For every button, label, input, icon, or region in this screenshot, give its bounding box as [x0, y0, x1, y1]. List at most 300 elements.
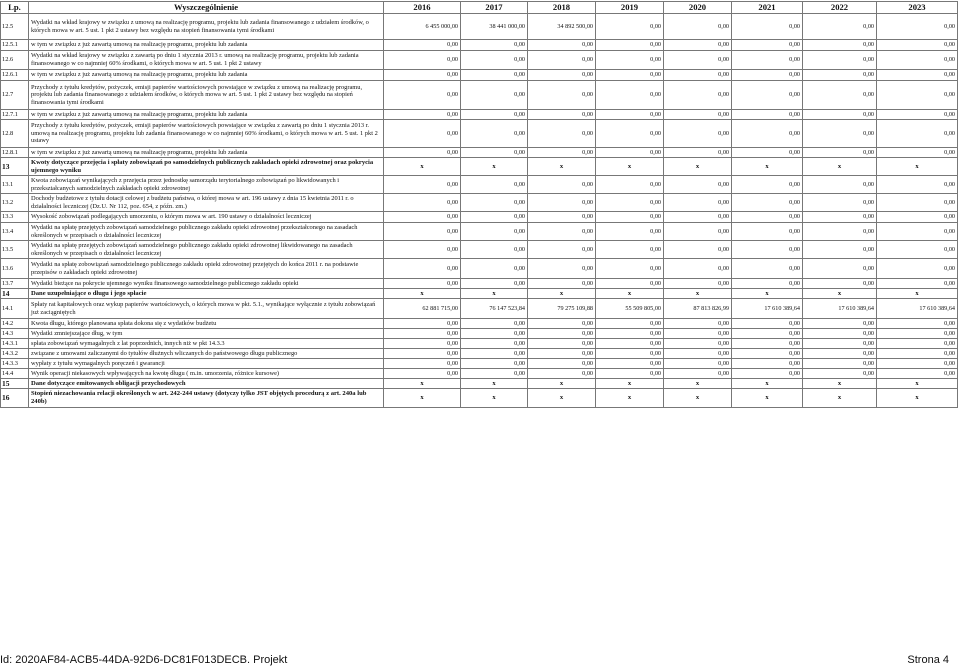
row-value-2017: 0,00 — [461, 51, 528, 70]
row-value-2023: 0,00 — [877, 176, 958, 194]
row-value-2018: 0,00 — [528, 40, 596, 51]
row-value-2016: 0,00 — [384, 120, 461, 148]
row-value-2018: 0,00 — [528, 241, 596, 259]
row-value-2020: 0,00 — [664, 212, 732, 223]
row-description: Wysokość zobowiązań podlegających umorzeniu, o którym mowa w art. 190 ustawy o działalności leczniczej — [29, 212, 384, 223]
row-value-2023: 17 610 389,64 — [877, 299, 958, 319]
row-value-2019: 0,00 — [596, 319, 664, 329]
row-value-2020: 0,00 — [664, 110, 732, 120]
row-value-2019: x — [596, 158, 664, 176]
row-value-2018: 79 275 109,88 — [528, 299, 596, 319]
row-value-2017: 0,00 — [461, 81, 528, 110]
row-description: Wynik operacji niekasowych wpływających na kwotę długu ( m.in. umorzenia, różnice kursowe) — [29, 369, 384, 379]
row-value-2016: x — [384, 289, 461, 299]
row-value-2019: 0,00 — [596, 359, 664, 369]
row-value-2022: x — [803, 379, 877, 389]
row-value-2020: 0,00 — [664, 339, 732, 349]
row-value-2023: 0,00 — [877, 241, 958, 259]
row-description: w tym w związku z już zawartą umową na realizację programu, projektu lub zadania — [29, 40, 384, 51]
row-lp: 14.1 — [1, 299, 29, 319]
table-row — [1, 70, 958, 81]
row-value-2019: 0,00 — [596, 148, 664, 158]
table-row — [1, 120, 958, 148]
row-value-2023: x — [877, 158, 958, 176]
row-value-2018: 0,00 — [528, 279, 596, 289]
row-value-2022: 0,00 — [803, 359, 877, 369]
row-lp: 13.2 — [1, 194, 29, 212]
row-lp: 13.6 — [1, 259, 29, 279]
row-value-2023: 0,00 — [877, 110, 958, 120]
row-value-2021: 0,00 — [732, 212, 803, 223]
row-description: Kwota zobowiązań wynikających z przejęcia przez jednostkę samorządu terytorialnego zobowiązań po likwidowanych i przekształcanych samodzielnych zakładach opieki zdrowotnej — [29, 176, 384, 194]
row-value-2020: 0,00 — [664, 359, 732, 369]
header-year-2016: 2016 — [384, 2, 461, 14]
table-row — [1, 299, 958, 319]
row-value-2021: 0,00 — [732, 148, 803, 158]
row-description: Wydatki bieżące na pokrycie ujemnego wyniku finansowego samodzielnego publicznego zakładu opieki — [29, 279, 384, 289]
row-value-2021: 0,00 — [732, 279, 803, 289]
row-lp: 14.3.3 — [1, 359, 29, 369]
row-description: Stopień niezachowania relacji określonych w art. 242-244 ustawy (dotyczy tylko JST objętych procedurą z art. 240a lub 240b) — [29, 389, 384, 408]
row-value-2018: 0,00 — [528, 329, 596, 339]
row-value-2016: 0,00 — [384, 51, 461, 70]
row-description: Wydatki na wkład krajowy w związku z zawartą po dniu 1 stycznia 2013 r. umową na realizację programu, projektu lub zadania finansowanego w co najmniej 60% środkami, o których mowa w art. 5 ust. 1 pkt 2 ustawy — [29, 51, 384, 70]
row-lp: 15 — [1, 379, 29, 389]
row-lp: 12.5.1 — [1, 40, 29, 51]
row-value-2022: 0,00 — [803, 223, 877, 241]
row-lp: 13 — [1, 158, 29, 176]
row-value-2021: 0,00 — [732, 339, 803, 349]
row-description: Dane dotyczące emitowanych obligacji przychodowych — [29, 379, 384, 389]
row-value-2022: 0,00 — [803, 349, 877, 359]
row-value-2023: 0,00 — [877, 259, 958, 279]
row-value-2017: x — [461, 158, 528, 176]
row-value-2023: 0,00 — [877, 120, 958, 148]
row-value-2019: 55 509 805,00 — [596, 299, 664, 319]
row-value-2020: 0,00 — [664, 279, 732, 289]
row-value-2016: 6 455 000,00 — [384, 14, 461, 40]
row-value-2018: 0,00 — [528, 212, 596, 223]
row-value-2022: 0,00 — [803, 70, 877, 81]
row-value-2016: x — [384, 158, 461, 176]
row-lp: 13.3 — [1, 212, 29, 223]
row-description: w tym w związku z już zawartą umową na realizację programu, projektu lub zadania — [29, 70, 384, 81]
row-value-2018: 0,00 — [528, 176, 596, 194]
row-value-2019: 0,00 — [596, 176, 664, 194]
row-value-2017: 0,00 — [461, 40, 528, 51]
header-year-2020: 2020 — [664, 2, 732, 14]
row-value-2018: 0,00 — [528, 359, 596, 369]
row-value-2016: 62 881 715,00 — [384, 299, 461, 319]
row-value-2023: x — [877, 389, 958, 408]
table-row — [1, 289, 958, 299]
header-description: Wyszczególnienie — [29, 2, 384, 14]
row-value-2016: 0,00 — [384, 110, 461, 120]
row-value-2021: 0,00 — [732, 359, 803, 369]
row-value-2019: x — [596, 379, 664, 389]
row-value-2021: 0,00 — [732, 120, 803, 148]
table-row — [1, 81, 958, 110]
row-value-2017: 38 441 000,00 — [461, 14, 528, 40]
row-value-2018: 0,00 — [528, 259, 596, 279]
row-value-2016: 0,00 — [384, 81, 461, 110]
row-value-2022: 0,00 — [803, 369, 877, 379]
row-value-2016: 0,00 — [384, 369, 461, 379]
row-value-2020: 0,00 — [664, 259, 732, 279]
row-value-2017: 76 147 523,84 — [461, 299, 528, 319]
row-value-2023: 0,00 — [877, 148, 958, 158]
row-value-2021: 0,00 — [732, 223, 803, 241]
row-value-2020: 0,00 — [664, 349, 732, 359]
row-value-2022: x — [803, 289, 877, 299]
row-value-2022: 17 610 389,64 — [803, 299, 877, 319]
row-value-2020: 0,00 — [664, 176, 732, 194]
row-value-2017: 0,00 — [461, 319, 528, 329]
row-value-2023: 0,00 — [877, 223, 958, 241]
table-row — [1, 148, 958, 158]
row-description: w tym w związku z już zawartą umową na realizację programu, projektu lub zadania — [29, 110, 384, 120]
row-value-2018: x — [528, 158, 596, 176]
row-description: Wydatki na wkład krajowy w związku z umową na realizację programu, projektu lub zadania finansowanego z udziałem środków, o których mowa w art. 5 ust. 1 pkt 2 ustawy bez względu na stopień finansowania tymi środkami — [29, 14, 384, 40]
row-value-2018: 0,00 — [528, 81, 596, 110]
row-value-2018: 0,00 — [528, 194, 596, 212]
row-value-2022: 0,00 — [803, 279, 877, 289]
row-lp: 12.6.1 — [1, 70, 29, 81]
row-value-2017: 0,00 — [461, 339, 528, 349]
row-value-2018: 0,00 — [528, 223, 596, 241]
row-value-2021: 0,00 — [732, 14, 803, 40]
row-description: Spłaty rat kapitałowych oraz wykup papierów wartościowych, o których mowa w pkt. 5.1., wynikające wyłącznie z tytułu zobowiązań już zaciągniętych — [29, 299, 384, 319]
row-value-2019: 0,00 — [596, 70, 664, 81]
table-row — [1, 223, 958, 241]
row-value-2022: x — [803, 389, 877, 408]
row-lp: 12.8.1 — [1, 148, 29, 158]
row-value-2018: 34 892 500,00 — [528, 14, 596, 40]
header-lp: Lp. — [1, 2, 29, 14]
row-value-2020: 0,00 — [664, 51, 732, 70]
row-value-2021: 0,00 — [732, 329, 803, 339]
row-value-2018: 0,00 — [528, 349, 596, 359]
row-value-2019: 0,00 — [596, 369, 664, 379]
table-row — [1, 349, 958, 359]
header-year-2023: 2023 — [877, 2, 958, 14]
row-value-2021: 0,00 — [732, 349, 803, 359]
row-value-2019: 0,00 — [596, 40, 664, 51]
row-value-2021: 0,00 — [732, 176, 803, 194]
row-value-2022: 0,00 — [803, 176, 877, 194]
row-lp: 12.7.1 — [1, 110, 29, 120]
row-value-2020: 0,00 — [664, 329, 732, 339]
row-value-2019: 0,00 — [596, 212, 664, 223]
row-value-2018: 0,00 — [528, 70, 596, 81]
row-description: Wydatki na spłatę przejętych zobowiązań samodzielnego publicznego zakładu opieki zdrowotnej likwidowanego na zasadach określonych w przepisach o działalności leczniczej — [29, 241, 384, 259]
row-value-2019: 0,00 — [596, 194, 664, 212]
table-row — [1, 389, 958, 408]
row-value-2017: 0,00 — [461, 194, 528, 212]
row-value-2019: 0,00 — [596, 339, 664, 349]
row-lp: 12.8 — [1, 120, 29, 148]
row-value-2023: 0,00 — [877, 70, 958, 81]
row-description: Wydatki zmniejszające dług, w tym — [29, 329, 384, 339]
table-row — [1, 369, 958, 379]
row-value-2017: 0,00 — [461, 148, 528, 158]
row-lp: 12.7 — [1, 81, 29, 110]
row-value-2016: 0,00 — [384, 70, 461, 81]
row-value-2018: 0,00 — [528, 369, 596, 379]
row-value-2023: 0,00 — [877, 349, 958, 359]
row-lp: 13.4 — [1, 223, 29, 241]
row-value-2023: 0,00 — [877, 14, 958, 40]
row-value-2016: 0,00 — [384, 40, 461, 51]
row-value-2020: 0,00 — [664, 14, 732, 40]
row-value-2019: 0,00 — [596, 349, 664, 359]
header-year-2019: 2019 — [596, 2, 664, 14]
row-value-2018: 0,00 — [528, 339, 596, 349]
row-value-2022: 0,00 — [803, 81, 877, 110]
row-value-2022: 0,00 — [803, 241, 877, 259]
row-lp: 14.3 — [1, 329, 29, 339]
row-value-2017: x — [461, 289, 528, 299]
row-value-2023: x — [877, 379, 958, 389]
row-value-2018: 0,00 — [528, 148, 596, 158]
row-value-2020: 0,00 — [664, 40, 732, 51]
row-value-2018: 0,00 — [528, 51, 596, 70]
row-value-2022: 0,00 — [803, 212, 877, 223]
row-value-2022: 0,00 — [803, 339, 877, 349]
row-value-2023: 0,00 — [877, 81, 958, 110]
row-value-2020: 0,00 — [664, 120, 732, 148]
row-value-2017: 0,00 — [461, 223, 528, 241]
row-value-2022: 0,00 — [803, 120, 877, 148]
row-value-2017: 0,00 — [461, 359, 528, 369]
row-lp: 13.1 — [1, 176, 29, 194]
row-value-2023: 0,00 — [877, 51, 958, 70]
row-value-2019: 0,00 — [596, 14, 664, 40]
row-lp: 13.7 — [1, 279, 29, 289]
row-lp: 14.2 — [1, 319, 29, 329]
table-row — [1, 14, 958, 40]
row-value-2021: 0,00 — [732, 110, 803, 120]
row-description: Przychody z tytułu kredytów, pożyczek, emisji papierów wartościowych powstające w związku z umową na realizację programu, projektu lub zadania finansowanego z udziałem środków, o których mowa w art. 5 ust. 1 pkt 2 ustawy bez względu na stopień finansowania tymi środkami — [29, 81, 384, 110]
table-row — [1, 110, 958, 120]
row-lp: 13.5 — [1, 241, 29, 259]
table-row — [1, 40, 958, 51]
row-description: związane z umowami zaliczanymi do tytułów dłużnych wliczanych do państwowego długu publicznego — [29, 349, 384, 359]
row-value-2016: 0,00 — [384, 349, 461, 359]
row-value-2016: 0,00 — [384, 223, 461, 241]
row-value-2020: 0,00 — [664, 148, 732, 158]
row-value-2022: 0,00 — [803, 194, 877, 212]
row-value-2019: 0,00 — [596, 259, 664, 279]
row-value-2017: x — [461, 379, 528, 389]
row-value-2022: 0,00 — [803, 319, 877, 329]
row-value-2019: 0,00 — [596, 241, 664, 259]
row-value-2018: x — [528, 379, 596, 389]
row-value-2018: 0,00 — [528, 319, 596, 329]
row-value-2016: 0,00 — [384, 339, 461, 349]
row-value-2016: 0,00 — [384, 194, 461, 212]
row-description: Wydatki na spłatę zobowiązań samodzielnego publicznego zakładu opieki zdrowotnej przejętych do końca 2011 r. na podstawie przepisów o zakładach opieki zdrowotnej — [29, 259, 384, 279]
row-value-2019: 0,00 — [596, 110, 664, 120]
row-value-2021: 0,00 — [732, 70, 803, 81]
page-number: Strona 4 — [907, 654, 949, 666]
row-value-2022: 0,00 — [803, 110, 877, 120]
row-value-2016: 0,00 — [384, 279, 461, 289]
row-value-2021: 0,00 — [732, 40, 803, 51]
row-value-2022: 0,00 — [803, 329, 877, 339]
row-value-2021: x — [732, 289, 803, 299]
row-value-2016: 0,00 — [384, 259, 461, 279]
row-value-2021: 0,00 — [732, 319, 803, 329]
row-value-2022: 0,00 — [803, 51, 877, 70]
row-value-2020: 0,00 — [664, 70, 732, 81]
row-value-2018: x — [528, 389, 596, 408]
row-value-2020: 0,00 — [664, 241, 732, 259]
table-row — [1, 194, 958, 212]
row-value-2021: 0,00 — [732, 369, 803, 379]
row-value-2022: 0,00 — [803, 259, 877, 279]
row-value-2022: x — [803, 158, 877, 176]
row-value-2017: 0,00 — [461, 279, 528, 289]
header-year-2017: 2017 — [461, 2, 528, 14]
row-value-2017: 0,00 — [461, 120, 528, 148]
table-row — [1, 259, 958, 279]
row-value-2022: 0,00 — [803, 14, 877, 40]
row-lp: 14.3.2 — [1, 349, 29, 359]
row-value-2018: x — [528, 289, 596, 299]
row-value-2023: 0,00 — [877, 279, 958, 289]
multi-year-financial-forecast-table — [0, 1, 958, 408]
header-year-2021: 2021 — [732, 2, 803, 14]
row-value-2021: 0,00 — [732, 194, 803, 212]
row-description: wypłaty z tytułu wymagalnych poręczeń i gwarancji — [29, 359, 384, 369]
row-value-2021: 0,00 — [732, 51, 803, 70]
row-description: Dochody budżetowe z tytułu dotacji celowej z budżetu państwa, o której mowa w art. 196 ustawy z dnia 15 kwietnia 2011 r. o działalności leczniczej (Dz.U. Nr 112, poz. 654, z późn. zm.) — [29, 194, 384, 212]
row-description: Kwota długu, którego planowana spłata dokona się z wydatków budżetu — [29, 319, 384, 329]
table-row — [1, 359, 958, 369]
row-description: spłata zobowiązań wymagalnych z lat poprzednich, innych niż w pkt 14.3.3 — [29, 339, 384, 349]
row-value-2016: 0,00 — [384, 241, 461, 259]
row-value-2017: 0,00 — [461, 349, 528, 359]
row-value-2017: 0,00 — [461, 369, 528, 379]
row-value-2019: 0,00 — [596, 329, 664, 339]
row-value-2020: 0,00 — [664, 319, 732, 329]
row-description: Wydatki na spłatę przejętych zobowiązań samodzielnego publicznego zakładu opieki zdrowotnej przekształconego na zasadach określonych w przepisach o działalności leczniczej — [29, 223, 384, 241]
table-row — [1, 279, 958, 289]
row-description: Przychody z tytułu kredytów, pożyczek, emisji papierów wartościowych powstające w związku z zawartą po dniu 1 stycznia 2013 r. umową na realizację programu, projektu lub zadania finansowanego w co najmniej 60% środkami, o których mowa w art. 5 ust. 1 pkt 2 ustawy — [29, 120, 384, 148]
row-value-2023: 0,00 — [877, 319, 958, 329]
row-value-2019: 0,00 — [596, 223, 664, 241]
row-value-2017: 0,00 — [461, 329, 528, 339]
row-value-2021: 17 610 389,64 — [732, 299, 803, 319]
row-value-2016: 0,00 — [384, 148, 461, 158]
table-row — [1, 176, 958, 194]
table-body — [1, 14, 958, 408]
row-value-2020: 0,00 — [664, 81, 732, 110]
row-value-2019: x — [596, 289, 664, 299]
row-value-2016: x — [384, 389, 461, 408]
row-value-2021: 0,00 — [732, 259, 803, 279]
row-value-2020: 0,00 — [664, 223, 732, 241]
row-value-2020: x — [664, 379, 732, 389]
table-row — [1, 319, 958, 329]
table-row — [1, 51, 958, 70]
row-value-2022: 0,00 — [803, 148, 877, 158]
table-row — [1, 339, 958, 349]
row-value-2021: x — [732, 389, 803, 408]
row-value-2016: 0,00 — [384, 212, 461, 223]
row-lp: 16 — [1, 389, 29, 408]
row-value-2023: 0,00 — [877, 369, 958, 379]
row-value-2020: x — [664, 289, 732, 299]
row-value-2017: 0,00 — [461, 70, 528, 81]
row-value-2023: x — [877, 289, 958, 299]
row-value-2020: 0,00 — [664, 369, 732, 379]
row-value-2021: x — [732, 379, 803, 389]
row-value-2023: 0,00 — [877, 339, 958, 349]
row-value-2019: 0,00 — [596, 279, 664, 289]
row-value-2021: 0,00 — [732, 241, 803, 259]
row-value-2018: 0,00 — [528, 120, 596, 148]
row-value-2023: 0,00 — [877, 40, 958, 51]
row-value-2023: 0,00 — [877, 194, 958, 212]
row-value-2020: 0,00 — [664, 194, 732, 212]
row-lp: 12.6 — [1, 51, 29, 70]
row-value-2016: x — [384, 379, 461, 389]
row-value-2018: 0,00 — [528, 110, 596, 120]
row-value-2017: 0,00 — [461, 176, 528, 194]
row-value-2023: 0,00 — [877, 329, 958, 339]
row-value-2019: 0,00 — [596, 51, 664, 70]
row-description: w tym w związku z już zawartą umową na realizację programu, projektu lub zadania — [29, 148, 384, 158]
table-row — [1, 212, 958, 223]
row-lp: 14.4 — [1, 369, 29, 379]
row-value-2016: 0,00 — [384, 359, 461, 369]
row-lp: 14.3.1 — [1, 339, 29, 349]
table-row — [1, 379, 958, 389]
row-value-2020: 87 813 826,99 — [664, 299, 732, 319]
row-value-2017: 0,00 — [461, 259, 528, 279]
header-year-2018: 2018 — [528, 2, 596, 14]
header-year-2022: 2022 — [803, 2, 877, 14]
row-value-2021: x — [732, 158, 803, 176]
table-row — [1, 241, 958, 259]
table-row — [1, 158, 958, 176]
row-value-2016: 0,00 — [384, 319, 461, 329]
row-value-2016: 0,00 — [384, 176, 461, 194]
row-value-2017: 0,00 — [461, 110, 528, 120]
row-value-2019: 0,00 — [596, 81, 664, 110]
row-lp: 14 — [1, 289, 29, 299]
row-value-2023: 0,00 — [877, 212, 958, 223]
row-value-2019: 0,00 — [596, 120, 664, 148]
row-value-2016: 0,00 — [384, 329, 461, 339]
row-value-2023: 0,00 — [877, 359, 958, 369]
row-value-2020: x — [664, 158, 732, 176]
row-value-2020: x — [664, 389, 732, 408]
row-value-2017: 0,00 — [461, 212, 528, 223]
table-row — [1, 329, 958, 339]
row-value-2019: x — [596, 389, 664, 408]
row-lp: 12.5 — [1, 14, 29, 40]
row-value-2021: 0,00 — [732, 81, 803, 110]
row-value-2022: 0,00 — [803, 40, 877, 51]
row-value-2017: 0,00 — [461, 241, 528, 259]
row-description: Kwoty dotyczące przejęcia i spłaty zobowiązań po samodzielnych publicznych zakładach opieki zdrowotnej oraz pokrycia ujemnego wyniku — [29, 158, 384, 176]
document-id: Id: 2020AF84-ACB5-44DA-92D6-DC81F013DECB. Projekt — [0, 654, 288, 666]
row-value-2017: x — [461, 389, 528, 408]
row-description: Dane uzupełniające o długu i jego spłacie — [29, 289, 384, 299]
